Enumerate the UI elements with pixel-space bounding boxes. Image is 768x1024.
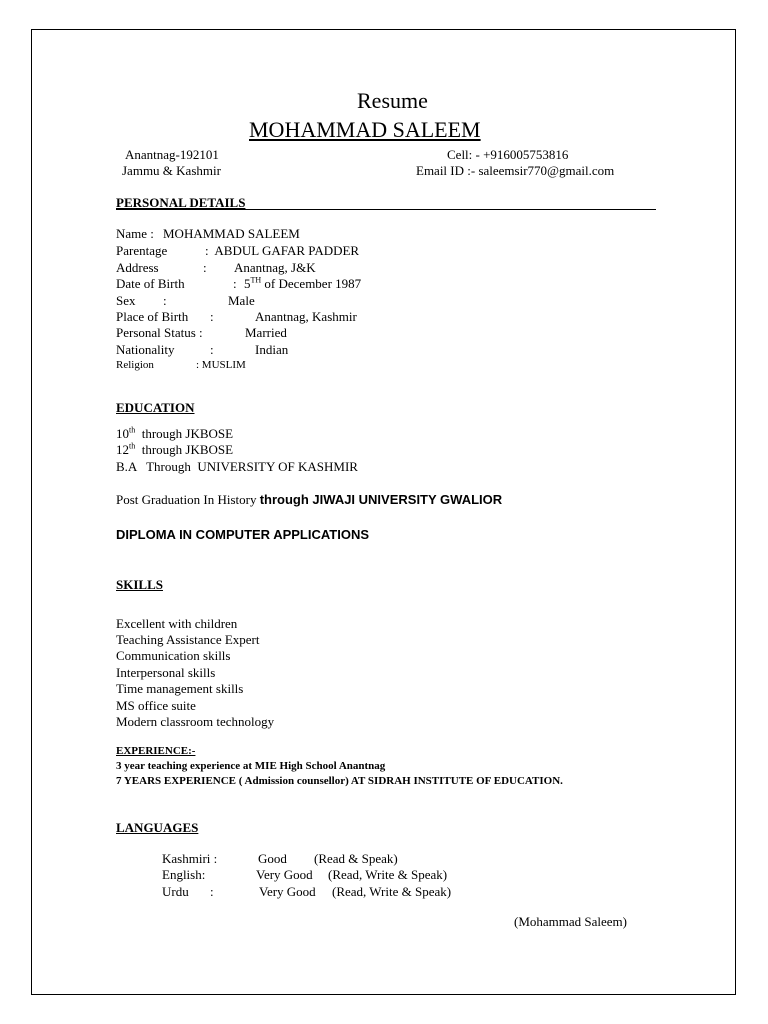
dob-ordinal: TH	[250, 275, 262, 285]
personal-status-value: Married	[245, 325, 287, 340]
nationality-value: Indian	[255, 342, 289, 357]
education-diploma: DIPLOMA IN COMPUTER APPLICATIONS	[116, 527, 370, 542]
nationality-colon: :	[210, 342, 214, 357]
post-graduation-subject: Post Graduation In History	[116, 492, 257, 507]
address-line-2: Jammu & Kashmir	[122, 163, 221, 178]
tenth-number: 10	[116, 426, 129, 441]
address-value: Anantnag, J&K	[234, 260, 316, 275]
tenth-board: through JKBOSE	[135, 426, 234, 441]
twelfth-number: 12	[116, 442, 129, 457]
language-name: Urdu	[162, 884, 189, 899]
sex-colon: :	[163, 293, 167, 308]
cell-number: Cell: - +916005753816	[447, 147, 569, 162]
dob-value	[244, 276, 361, 292]
skill-item: Excellent with children	[116, 616, 238, 631]
address-line-1: Anantnag-192101	[125, 147, 219, 162]
skills-heading: SKILLS	[116, 577, 163, 592]
dob-day: 5	[244, 276, 251, 291]
dob-month-year: of December 1987	[261, 276, 362, 291]
skill-item: Teaching Assistance Expert	[116, 632, 260, 647]
education-post-graduation	[116, 492, 502, 508]
language-name: English:	[162, 867, 206, 882]
skill-item: Time management skills	[116, 681, 244, 696]
language-name: Kashmiri :	[162, 851, 218, 866]
sex-label: Sex	[116, 293, 136, 308]
religion-value: : MUSLIM	[196, 359, 246, 371]
language-level: Good	[258, 851, 287, 866]
education-twelfth	[116, 442, 233, 458]
dob-label: Date of Birth	[116, 276, 185, 291]
twelfth-ordinal: th	[129, 441, 136, 451]
language-level: Very Good	[256, 867, 313, 882]
signature-name: (Mohammad Saleem)	[514, 914, 627, 929]
skill-item: MS office suite	[116, 698, 196, 713]
skill-item: Communication skills	[116, 648, 231, 663]
place-of-birth-value: Anantnag, Kashmir	[255, 309, 357, 324]
languages-heading: LANGUAGES	[116, 820, 199, 835]
candidate-name: MOHAMMAD SALEEM	[249, 117, 481, 142]
language-detail: (Read, Write & Speak)	[328, 867, 448, 882]
language-level: Very Good	[259, 884, 316, 899]
address-label: Address	[116, 260, 159, 275]
religion-label: Religion	[116, 359, 154, 371]
experience-line-1: 3 year teaching experience at MIE High School Anantnag	[116, 760, 386, 772]
language-detail: (Read, Write & Speak)	[332, 884, 452, 899]
education-heading: EDUCATION	[116, 400, 195, 415]
tenth-ordinal: th	[129, 425, 136, 435]
personal-details-rule	[116, 209, 656, 210]
name-value: MOHAMMAD SALEEM	[163, 226, 300, 241]
skill-item: Interpersonal skills	[116, 665, 216, 680]
dob-colon: :	[233, 276, 237, 291]
skill-item: Modern classroom technology	[116, 714, 275, 729]
education-ba: B.A Through UNIVERSITY OF KASHMIR	[116, 459, 358, 474]
education-tenth	[116, 426, 233, 442]
doc-title: Resume	[357, 88, 428, 113]
parentage-value: : ABDUL GAFAR PADDER	[205, 243, 360, 258]
post-graduation-university: through JIWAJI UNIVERSITY GWALIOR	[259, 492, 503, 507]
email-address: Email ID :- saleemsir770@gmail.com	[416, 163, 615, 178]
language-colon: :	[210, 884, 214, 899]
name-label: Name :	[116, 226, 154, 241]
language-detail: (Read & Speak)	[314, 851, 398, 866]
experience-heading: EXPERIENCE:-	[116, 745, 196, 757]
personal-status-label: Personal Status :	[116, 325, 203, 340]
sex-value: Male	[228, 293, 255, 308]
parentage-label: Parentage	[116, 243, 168, 258]
place-of-birth-colon: :	[210, 309, 214, 324]
personal-details-heading: PERSONAL DETAILS	[116, 195, 246, 210]
place-of-birth-label: Place of Birth	[116, 309, 189, 324]
experience-line-2: 7 YEARS EXPERIENCE ( Admission counsellor) AT SIDRAH INSTITUTE OF EDUCATION.	[116, 775, 563, 787]
twelfth-board: through JKBOSE	[135, 442, 234, 457]
nationality-label: Nationality	[116, 342, 175, 357]
address-colon: :	[203, 260, 207, 275]
